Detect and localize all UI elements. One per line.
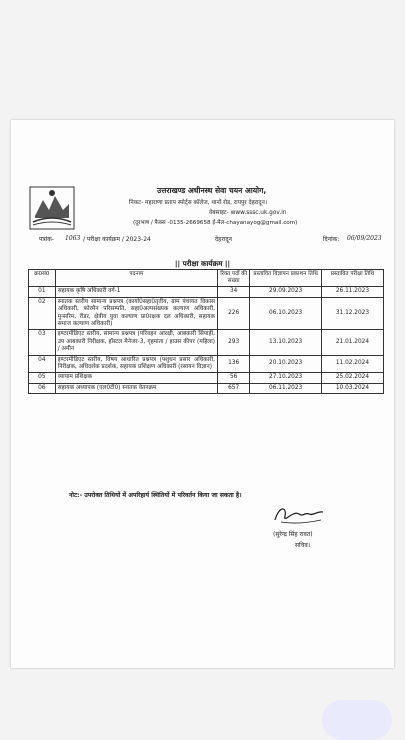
header-exam-date: प्रस्तावित परीक्षा तिथि <box>321 270 383 287</box>
date-label: दिनांक: <box>323 236 340 243</box>
cell-post: स्नातक स्तरीय सामान्य प्रश्नपत्र (कार्या0सहा0तृतीय, ग्राम पंचायत विकास अधिकारी, फोरमैन परिसम्पति, सहा0अल्पसंख्यक कल्याण अधिकारी, मुन्सरिम, रीडर, क्षेत्रीय युवा कल्याण प्रा0रक्षक दल अधिकारी, सहायक समाज कल्याण अधिकारी) <box>55 297 217 330</box>
cell-post: व्यायाम प्रशिक्षक <box>55 373 217 383</box>
cell-advt-date: 13.10.2023 <box>250 330 322 355</box>
cell-exam-date: 31.12.2023 <box>321 297 383 330</box>
cell-serial: 04 <box>29 355 56 373</box>
header-advt-date: प्रस्तावित विज्ञापन प्रकाशन तिथि <box>250 270 322 287</box>
signatory-name: (सुरेन्द्र सिंह रावत) <box>273 531 313 538</box>
date-value: 06/09/2023 <box>347 235 382 242</box>
cell-advt-date: 27.10.2023 <box>250 373 322 383</box>
cell-exam-date: 26.11.2023 <box>321 287 383 297</box>
cell-exam-date: 25.02.2024 <box>321 373 383 383</box>
cell-serial: 06 <box>29 383 56 393</box>
cell-post: सहायक अध्यापक (एल0टी0) स्नातक वेतनक्रम <box>55 383 217 393</box>
cell-exam-date: 21.01.2024 <box>321 330 383 355</box>
table-row <box>29 297 384 330</box>
cell-exam-date: 10.03.2024 <box>321 383 383 393</box>
table-row <box>29 373 384 383</box>
cell-exam-date: 11.02.2024 <box>321 355 383 373</box>
cell-advt-date: 06.11.2023 <box>250 383 322 393</box>
cell-advt-date: 20.10.2023 <box>250 355 322 373</box>
signature <box>269 502 329 530</box>
org-website: वेबसाइट- www.sssc.uk.gov.in <box>209 210 287 216</box>
emblem-logo <box>29 186 75 230</box>
cell-vacancies: 136 <box>217 355 249 373</box>
table-header-row <box>29 270 384 287</box>
cell-advt-date: 29.09.2023 <box>250 287 322 297</box>
cell-serial: 02 <box>29 297 56 330</box>
cell-post: सहायक कृषि अधिकारी वर्ग-1 <box>55 287 217 297</box>
cell-serial: 03 <box>29 330 56 355</box>
header-post: पदनाम <box>55 270 217 287</box>
signatory-designation: सचिव। <box>295 542 311 549</box>
patrank-reference: / परीक्षा कार्यक्रम / 2023-24 <box>83 236 151 243</box>
cell-vacancies: 56 <box>217 373 249 383</box>
table-row <box>29 330 384 355</box>
cell-vacancies: 34 <box>217 287 249 297</box>
cell-vacancies: 657 <box>217 383 249 393</box>
org-contact: (दूरभाष / फैक्स -0135-2669658 ई-मेल-chayanayog@gmail.com) <box>133 220 298 226</box>
exam-schedule-table <box>28 269 384 394</box>
cell-post: इण्टरमीडिएट स्तरीय, सामान्य प्रश्नपत्र (परिवहन आरक्षी, आबकारी सिपाही, उप आबकारी निरीक्षक, हॉस्टल मैनेजर-3, गृहमाता / हाउस कीपर (महिला) / अमीन <box>55 330 217 355</box>
document-page <box>11 120 394 668</box>
header-serial: क्र0सं0 <box>29 270 56 287</box>
cell-vacancies: 293 <box>217 330 249 355</box>
reference-row <box>39 235 389 247</box>
cell-serial: 01 <box>29 287 56 297</box>
cell-serial: 05 <box>29 373 56 383</box>
cell-advt-date: 06.10.2023 <box>250 297 322 330</box>
cell-post: इण्टरमीडिएट स्तरीय, विषय आधारित प्रश्नपत्र (पशुधन प्रसार अधिकारी, निरीक्षक, अधिदर्शक प्रदर्शक, सहायक प्रशिक्षण अधिकारी (रसायन विज्ञान) <box>55 355 217 373</box>
org-address: निकट- महाराणा प्रताप स्पोर्ट्स कॉलेज, थानों रोड, रायपुर देहरादून। <box>129 200 268 206</box>
note-text: नोट:- उपरोक्त तिथियों में अपरिहार्य स्थितियों में परिवर्तन किया जा सकता है। <box>69 492 242 499</box>
floating-button-shadow <box>322 700 392 740</box>
patrank-label: पत्रांक- <box>39 236 55 243</box>
table-row <box>29 287 384 297</box>
table-row <box>29 383 384 393</box>
document-title: || परीक्षा कार्यक्रम || <box>174 259 231 268</box>
org-name: उत्तराखण्ड अधीनस्थ सेवा चयन आयोग, <box>157 186 267 195</box>
place: देहरादून <box>215 236 232 243</box>
letterhead <box>29 186 385 238</box>
cell-vacancies: 226 <box>217 297 249 330</box>
header-vacancies: रिक्त पदों की संख्या <box>217 270 249 287</box>
patrank-number: 1063 <box>65 235 81 242</box>
table-row <box>29 355 384 373</box>
